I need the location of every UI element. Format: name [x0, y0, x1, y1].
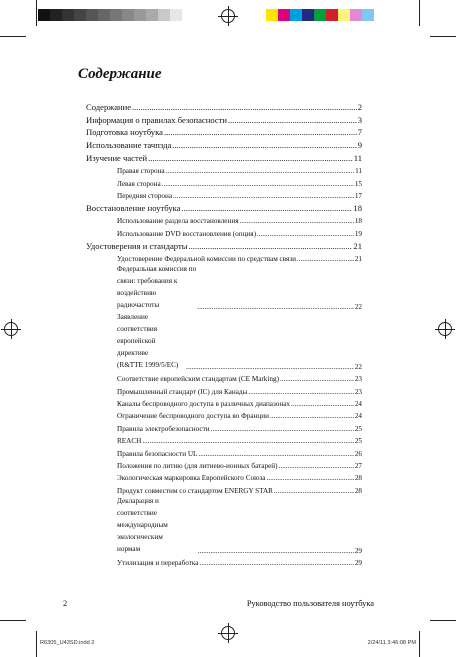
toc-entry[interactable] — [86, 238, 362, 251]
gray-swatch — [170, 9, 182, 21]
toc-leader-dots — [270, 412, 354, 420]
toc-entry-page: 29 — [354, 546, 362, 555]
toc-entry-page: 3 — [357, 114, 362, 125]
color-swatch — [326, 9, 338, 21]
toc-entry[interactable] — [86, 251, 362, 263]
toc-entry-page: 28 — [354, 474, 362, 483]
toc-entry-page: 22 — [354, 302, 362, 311]
toc-entry-label: Восстановление ноутбука — [86, 202, 181, 213]
toc-leader-dots — [257, 230, 354, 238]
toc-entry[interactable] — [86, 311, 362, 371]
gray-swatch — [134, 9, 146, 21]
toc-leader-dots — [166, 167, 354, 175]
toc-leader-dots — [172, 140, 356, 150]
gray-swatch — [38, 9, 50, 21]
toc-entry-label: Правила безопасности UL — [117, 449, 198, 458]
toc-entry[interactable] — [86, 420, 362, 432]
toc-leader-dots — [148, 153, 353, 163]
toc-entry-label: Промышленный стандарт (IC) для Канады — [117, 387, 248, 396]
toc-leader-dots — [199, 559, 353, 567]
gray-swatch — [158, 9, 170, 21]
toc-leader-dots — [181, 203, 352, 213]
toc-entry[interactable] — [86, 383, 362, 395]
toc-entry-page: 23 — [354, 387, 362, 396]
grayscale-bar — [38, 9, 182, 21]
toc-entry-label — [117, 263, 196, 311]
color-swatch — [314, 9, 326, 21]
toc-entry-page: 18 — [353, 202, 362, 213]
crop-mark — [430, 36, 456, 37]
toc-leader-dots — [266, 474, 353, 482]
toc-entry[interactable] — [86, 99, 362, 112]
toc-entry-page: 22 — [354, 362, 362, 371]
toc-entry-label-line: нормам — [117, 544, 141, 553]
gray-swatch — [50, 9, 62, 21]
toc-entry-label-line: радиочастоты — [117, 300, 160, 309]
toc-leader-dots — [240, 217, 354, 225]
toc-entry[interactable] — [86, 150, 362, 163]
toc-leader-dots — [198, 450, 353, 458]
toc-entry[interactable] — [86, 188, 362, 200]
toc-entry-page: 18 — [354, 217, 362, 226]
registration-mark-left-icon — [4, 322, 18, 336]
slug-timestamp: 2/24/11 3:46:08 PM — [367, 640, 416, 646]
toc-entry-label: Соответствие европейским стандартам (CE Marking) — [117, 375, 279, 384]
toc-leader-dots — [297, 255, 354, 263]
toc-leader-dots — [274, 487, 354, 495]
toc-entry-page: 15 — [354, 179, 362, 188]
toc-entry-label: Использование раздела восстановления — [117, 217, 239, 226]
gray-swatch — [122, 9, 134, 21]
toc-leader-dots — [132, 102, 357, 112]
toc-entry[interactable] — [86, 396, 362, 408]
crop-mark — [0, 36, 26, 37]
toc-entry[interactable] — [86, 225, 362, 237]
toc-entry-label: Левая сторона — [117, 179, 161, 188]
toc-entry[interactable] — [86, 213, 362, 225]
registration-mark-right-icon — [438, 322, 452, 336]
registration-mark-bottom-icon — [221, 626, 235, 640]
toc-entry-label: Удостоверение Федеральной комиссии по средствам связи — [117, 254, 297, 263]
toc-entry[interactable] — [86, 555, 362, 567]
crop-mark — [419, 631, 420, 657]
toc-entry-page: 29 — [354, 559, 362, 568]
toc-entry-label: Ограничение беспроводного доступа во Франции — [117, 412, 269, 421]
color-swatch — [362, 9, 374, 21]
toc-entry-label: Утилизация и переработка — [117, 559, 199, 568]
toc-entry-label: Изучение частей — [86, 152, 148, 163]
toc-entry-label: Продукт совместим со стандартом ENERGY STAR — [117, 486, 273, 495]
toc-entry-label-line: Заявление соответствия европейской директиве — [117, 312, 158, 357]
toc-entry[interactable] — [86, 112, 362, 125]
toc-entry-label-line: (R&TTE 1999/5/EC) — [117, 360, 179, 369]
toc-entry-page: 25 — [354, 424, 362, 433]
toc-entry[interactable] — [86, 371, 362, 383]
toc-entry-page: 21 — [354, 254, 362, 263]
toc-entry-label: Положения по литию (для литиево-ионных батарей) — [117, 462, 278, 471]
toc-entry-label — [117, 311, 185, 371]
crop-mark — [36, 631, 37, 657]
toc-entry-page: 23 — [354, 375, 362, 384]
toc-entry[interactable] — [86, 200, 362, 213]
toc-leader-dots — [197, 303, 353, 311]
toc-entry[interactable] — [86, 495, 362, 555]
toc-entry-label: Каналы беспроводного доступа в различных диапазонах — [117, 400, 291, 409]
slug-file-name: R6305_U43SD.indd 2 — [40, 640, 95, 646]
toc-entry-label: Содержание — [86, 101, 132, 112]
toc-entry-label: Использование DVD восстановления (опция) — [117, 229, 256, 238]
color-swatch — [266, 9, 278, 21]
toc-entry-label: Правила электробезопасности — [117, 424, 210, 433]
toc-entry[interactable] — [86, 263, 362, 311]
toc-leader-dots — [142, 437, 353, 445]
toc-entry-label: Экологическая маркировка Европейского Союза — [117, 474, 266, 483]
toc-leader-dots — [279, 462, 354, 470]
toc-entry-label: Передняя сторона — [117, 192, 173, 201]
color-swatch — [290, 9, 302, 21]
toc-entry-page: 19 — [354, 229, 362, 238]
toc-leader-dots — [188, 241, 352, 251]
footer-book-title: Руководство пользователя ноутбука — [246, 599, 374, 608]
toc-leader-dots — [280, 375, 354, 383]
toc-entry-label: Использование тачпэда — [86, 140, 172, 151]
footer-page-number: 2 — [63, 599, 68, 608]
color-swatch — [350, 9, 362, 21]
toc-leader-dots — [198, 547, 354, 555]
toc-entry[interactable] — [86, 482, 362, 494]
gray-swatch — [98, 9, 110, 21]
toc-entry-label: Подготовка ноутбука — [86, 127, 163, 138]
toc-leader-dots — [173, 192, 354, 200]
toc-entry[interactable] — [86, 175, 362, 187]
toc-entry-page: 17 — [354, 192, 362, 201]
toc-entry-page: 24 — [354, 400, 362, 409]
toc-entry-page: 27 — [354, 462, 362, 471]
registration-mark-top-icon — [221, 9, 235, 23]
toc-entry[interactable] — [86, 163, 362, 175]
gray-swatch — [86, 9, 98, 21]
toc-entry-page: 11 — [353, 152, 362, 163]
color-bar — [266, 9, 374, 21]
toc-leader-dots — [162, 180, 354, 188]
color-swatch — [278, 9, 290, 21]
toc-entry[interactable] — [86, 470, 362, 482]
toc-entry[interactable] — [86, 433, 362, 445]
table-of-contents — [86, 99, 362, 567]
toc-entry-page: 21 — [353, 240, 362, 251]
toc-entry-page: 28 — [354, 486, 362, 495]
toc-leader-dots — [186, 363, 354, 371]
toc-entry[interactable] — [86, 408, 362, 420]
page-title: Содержание — [78, 66, 162, 82]
toc-entry-label-line: Декларация и соответствие международным экологическим — [117, 496, 168, 541]
crop-mark — [0, 620, 26, 621]
toc-leader-dots — [211, 425, 354, 433]
gray-swatch — [62, 9, 74, 21]
toc-entry-label — [117, 495, 197, 555]
toc-leader-dots — [228, 115, 357, 125]
toc-entry-page: 25 — [354, 437, 362, 446]
toc-entry-page: 9 — [357, 140, 362, 151]
toc-entry-label: Удостоверения и стандарты — [86, 240, 188, 251]
toc-entry[interactable] — [86, 137, 362, 150]
toc-leader-dots — [248, 388, 353, 396]
gray-swatch — [74, 9, 86, 21]
gray-swatch — [146, 9, 158, 21]
toc-entry-page: 11 — [355, 167, 362, 176]
toc-entry-page: 26 — [354, 449, 362, 458]
toc-entry-page: 2 — [357, 101, 362, 112]
toc-leader-dots — [164, 127, 357, 137]
toc-leader-dots — [291, 400, 354, 408]
color-swatch — [338, 9, 350, 21]
color-swatch — [302, 9, 314, 21]
crop-mark — [419, 0, 420, 26]
toc-entry-label: REACH — [117, 437, 142, 446]
gray-swatch — [110, 9, 122, 21]
toc-entry-label: Правая сторона — [117, 167, 165, 176]
crop-mark — [430, 620, 456, 621]
toc-entry-page: 7 — [357, 127, 362, 138]
toc-entry-label: Информация о правилах безопасности — [86, 114, 228, 125]
toc-entry[interactable] — [86, 445, 362, 457]
toc-entry[interactable] — [86, 125, 362, 138]
toc-entry-page: 24 — [354, 412, 362, 421]
crop-mark — [36, 0, 37, 26]
toc-entry-label-line: Федеральная комиссия по связи: требования к воздействию — [117, 264, 197, 297]
toc-entry[interactable] — [86, 458, 362, 470]
